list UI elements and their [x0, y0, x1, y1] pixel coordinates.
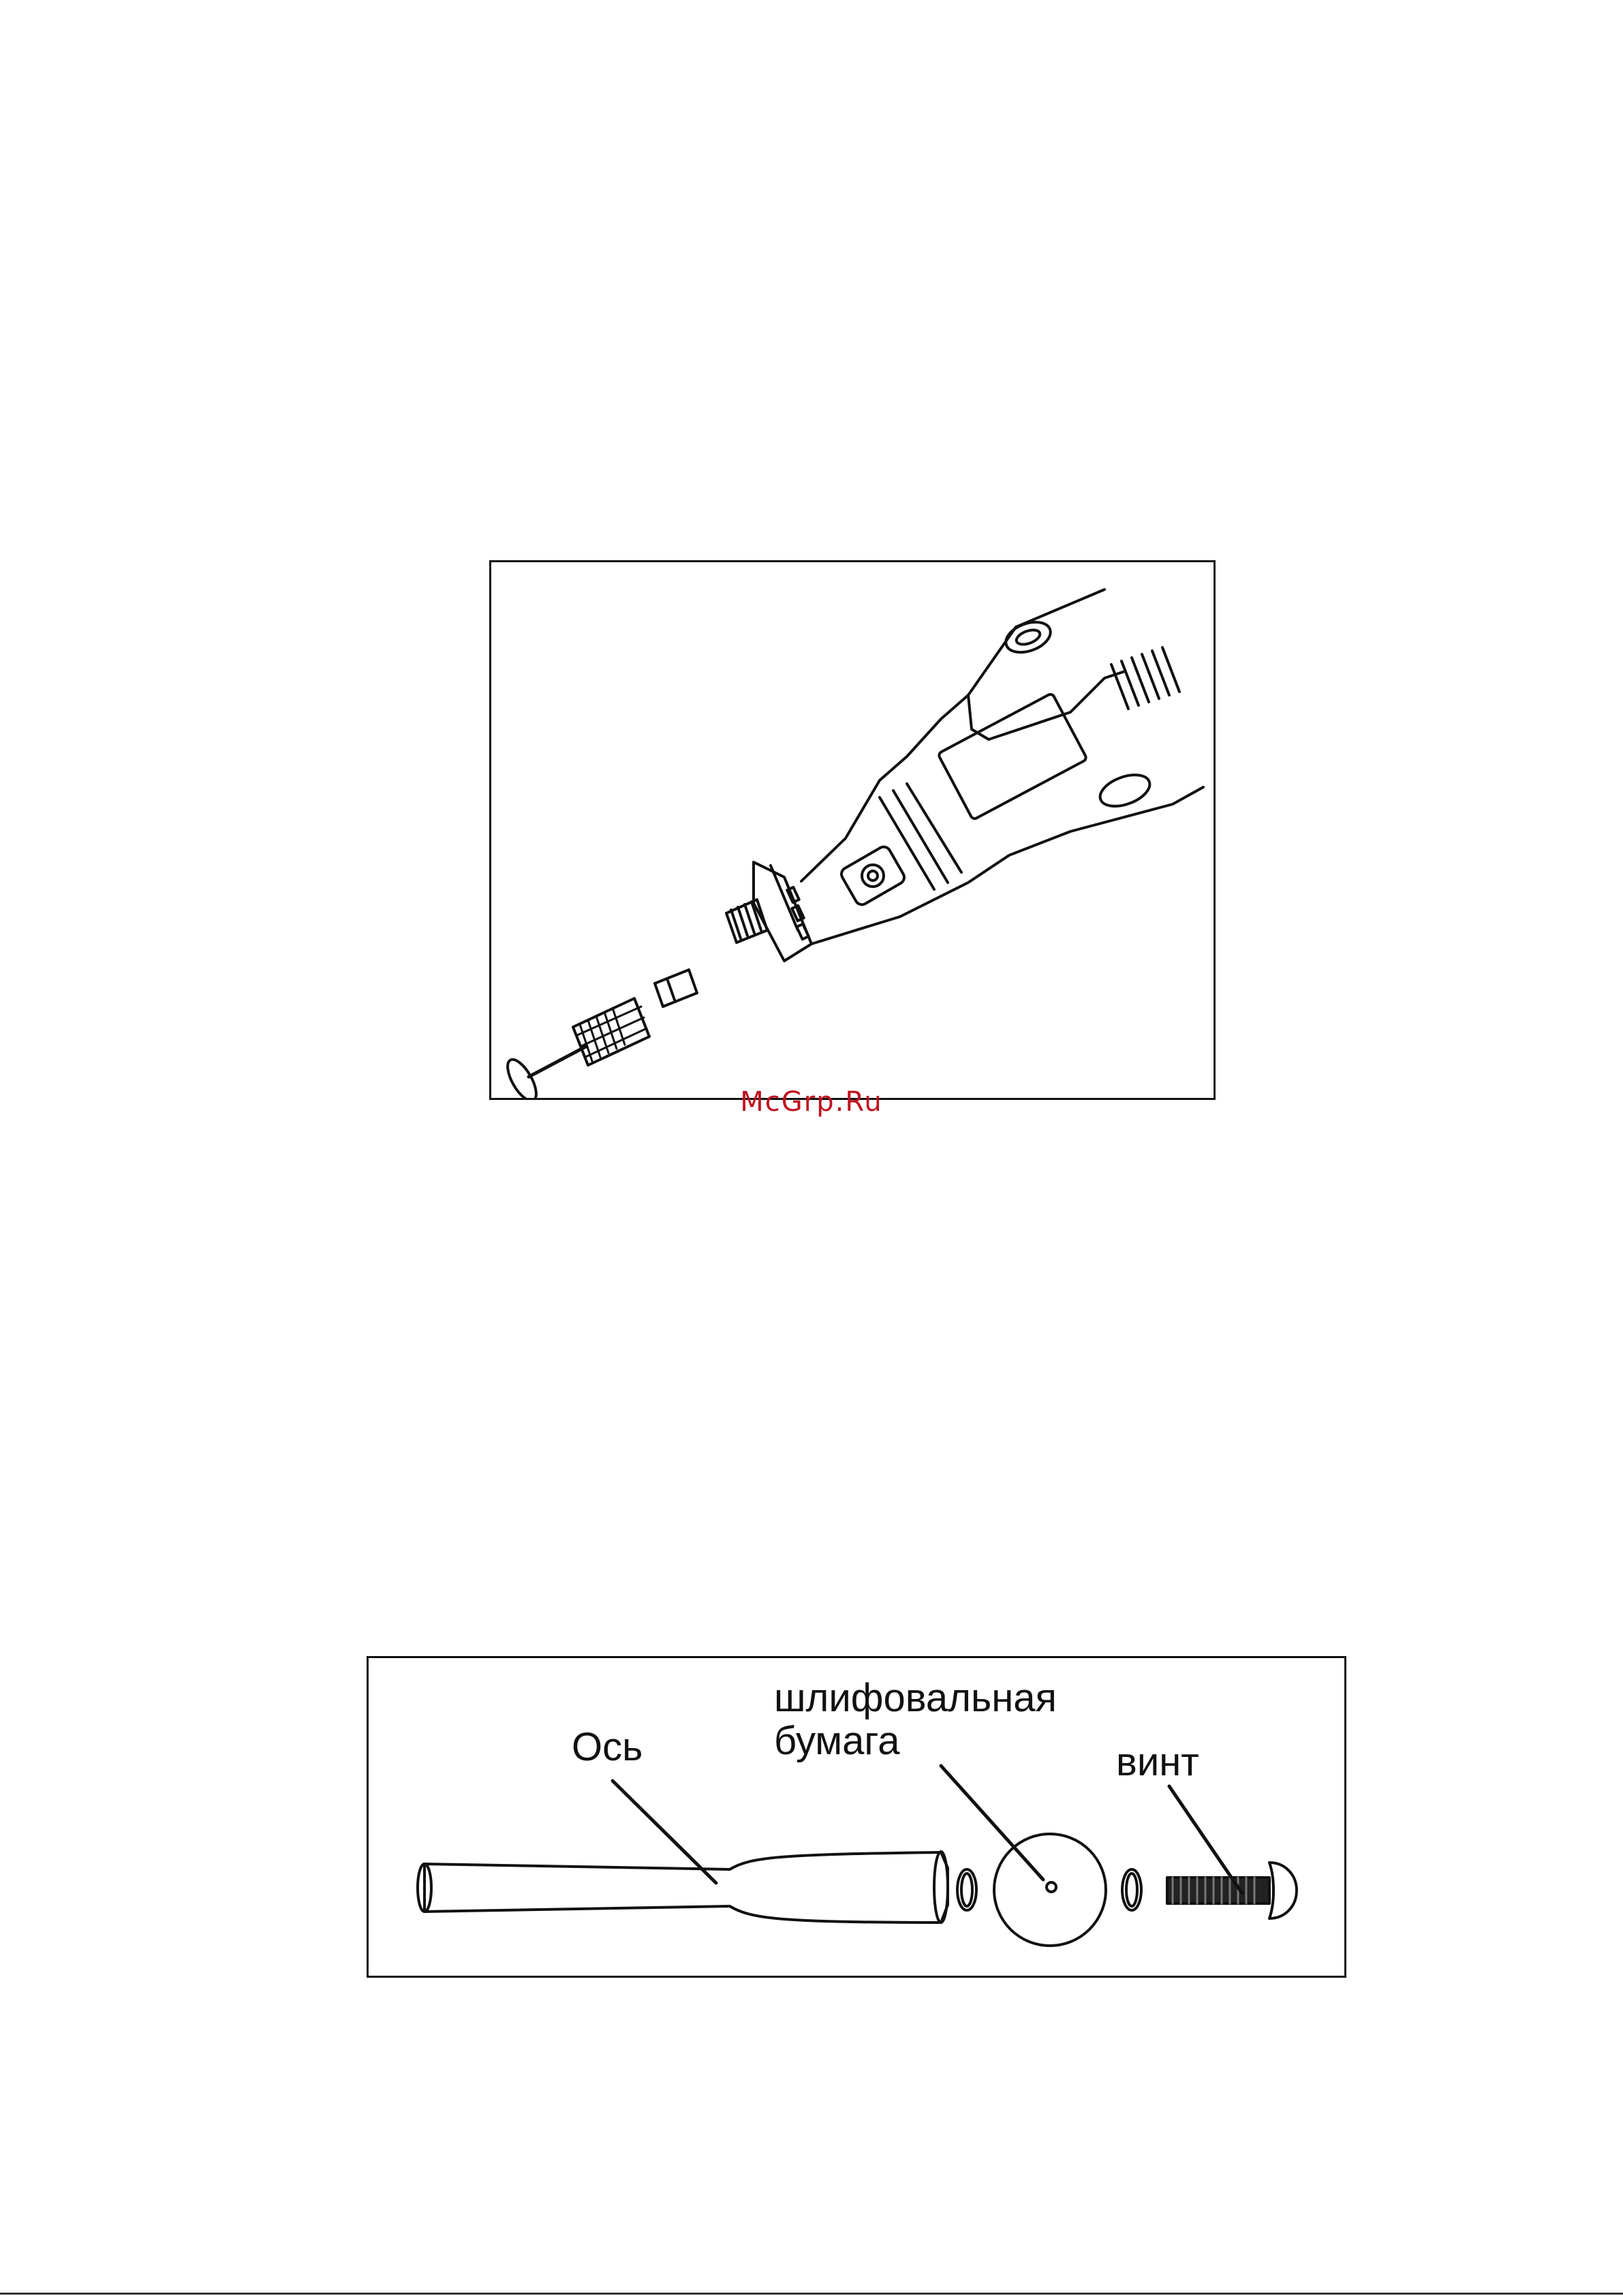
rotary-tool-drawing [491, 562, 1214, 1098]
label-sanding-paper [774, 1677, 1057, 1762]
sanding-mandrel-figure [367, 1656, 1346, 1978]
label-sanding-paper-line1: шлифовальная [774, 1676, 1057, 1720]
axis-shaft [418, 1852, 948, 1923]
lock-button-frame [839, 844, 906, 907]
side-switch [1096, 769, 1154, 812]
page-bottom-rule [0, 2293, 1623, 2295]
sanding-disc [994, 1834, 1106, 1946]
tool-body-outline [801, 590, 1104, 881]
threaded-spindle [726, 900, 767, 943]
collet-nut [573, 998, 649, 1065]
label-screw: винт [1116, 1740, 1199, 1784]
sanding-disc-hole [1047, 1882, 1056, 1892]
watermark [0, 1086, 1623, 1118]
paper-leader-line [941, 1766, 1043, 1880]
mandrel-shaft [529, 1046, 587, 1077]
rotary-tool-figure [489, 560, 1216, 1100]
watermark-text: McGrp.Ru [740, 1086, 883, 1118]
label-axis: Ось [572, 1725, 643, 1769]
vent-slots [1111, 647, 1179, 709]
label-sanding-paper-line2: бумага [774, 1718, 900, 1763]
display-window [938, 693, 1087, 820]
ribbed-grip [880, 784, 961, 889]
collet [655, 970, 697, 1007]
screw [1167, 1863, 1297, 1918]
lock-button [862, 865, 884, 887]
